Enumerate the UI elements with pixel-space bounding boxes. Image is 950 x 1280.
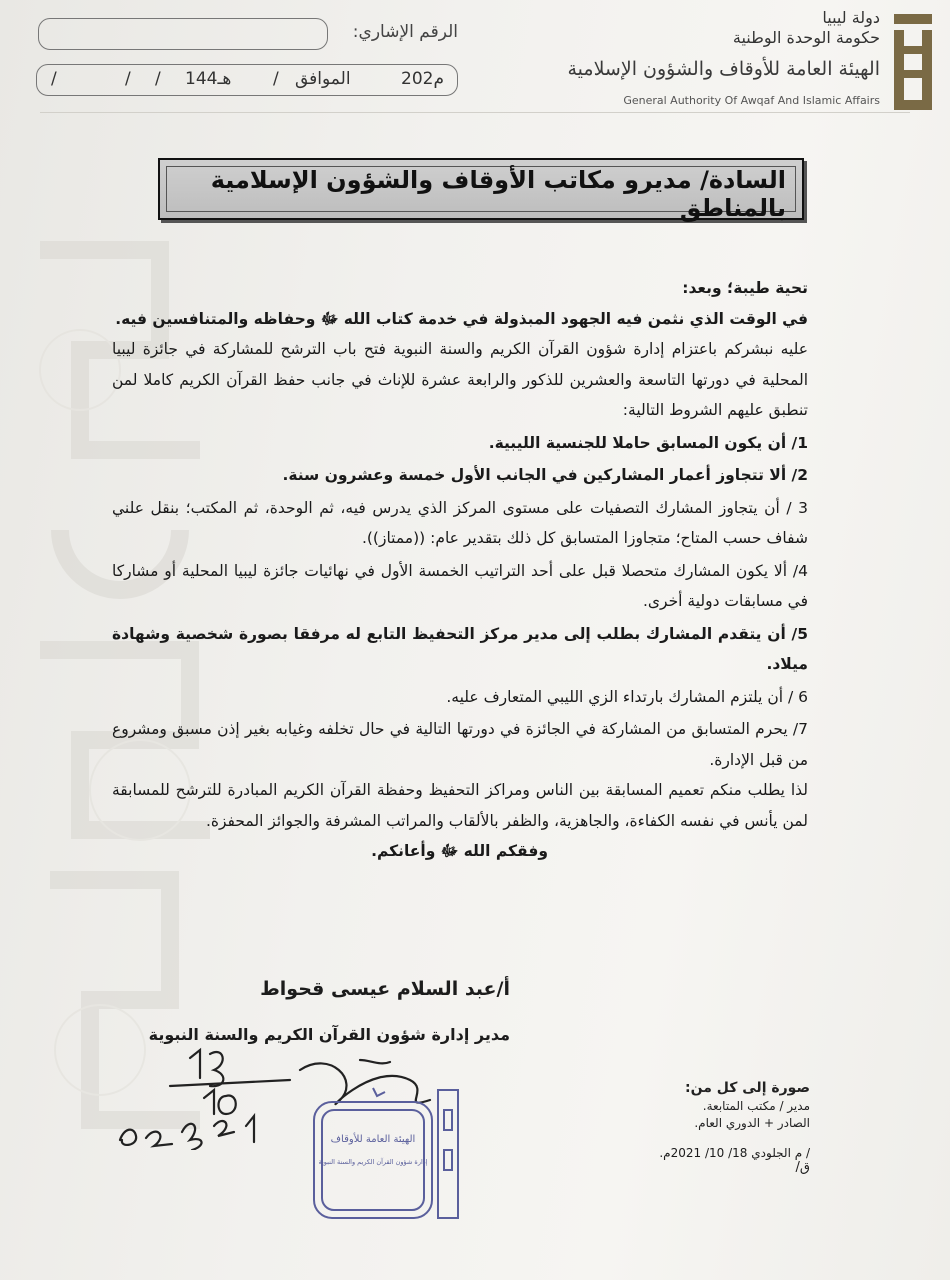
addressee: السادة/ مديرو مكاتب الأوقاف والشؤون الإسلامية بالمناطق bbox=[210, 166, 786, 222]
date-field: / / 144هـ الموافق / / 202م bbox=[36, 64, 458, 96]
footer-date: / م الجلودي 18/ 10/ 2021م. bbox=[659, 1146, 810, 1160]
country-name: دولة ليبيا bbox=[822, 8, 880, 27]
condition-4: 4/ ألا يكون المشارك متحصلا قبل على أحد التراتيب الخمسة الأول في نهائيات جائزة ليبيا المحلية أو مشاركا في مسابقات دولية أخرى. bbox=[112, 561, 808, 610]
date-label: الموافق bbox=[295, 69, 351, 89]
awqaf-emblem-icon bbox=[890, 10, 936, 114]
government-name: حكومة الوحدة الوطنية bbox=[732, 28, 880, 47]
official-stamp bbox=[300, 1080, 480, 1230]
stamp-line-1: الهيئة العامة للأوقاف bbox=[330, 1134, 416, 1145]
condition-1: 1/ أن يكون المسابق حاملا للجنسية الليبية. bbox=[488, 433, 808, 452]
stamp-line-2: إدارة شؤون القرآن الكريم والسنة النبوية bbox=[318, 1158, 428, 1166]
condition-5: 5/ أن يتقدم المشارك بطلب إلى مدير مركز التحفيظ التابع له مرفقا بصورة شخصية وشهادة ميلاد. bbox=[112, 624, 808, 673]
footer-initials: ق/ bbox=[795, 1160, 810, 1175]
reference-number-label: الرقم الإشاري: bbox=[352, 22, 458, 42]
condition-2: 2/ ألا تتجاوز أعمار المشاركين في الجانب الأول خمسة وعشرون سنة. bbox=[282, 466, 808, 484]
copy-item: مدير / مكتب المتابعة. bbox=[702, 1099, 810, 1113]
copies-list bbox=[600, 1080, 810, 1133]
reference-number-field bbox=[38, 18, 328, 50]
intro-paragraph: عليه نبشركم باعتزام إدارة شؤون القرآن الكريم والسنة النبوية فتح باب الترشح للمشاركة في جائزة ليبيا المحلية في دورتها التاسعة والعشرين للذكور والرابعة عشرة للإناث في جانب حفظ القرآن الكريم كاملا لمن تنطبق عليهم الشروط التالية: bbox=[112, 340, 808, 419]
condition-7: 7/ يحرم المتسابق من المشاركة في الجائزة في دورتها التالية في حال تخلفه وغيابه بغير إذن مسبق ومشروع من قبل الإدارة. bbox=[112, 720, 808, 769]
authority-name-arabic: الهيئة العامة للأوقاف والشؤون الإسلامية bbox=[567, 58, 880, 80]
letterhead bbox=[567, 4, 936, 114]
copies-heading: صورة إلى كل من: bbox=[685, 1080, 810, 1096]
signatory-title: مدير إدارة شؤون القرآن الكريم والسنة النبوية bbox=[148, 1025, 510, 1044]
signatory-name: أ/عبد السلام عيسى قحواط bbox=[260, 978, 510, 1000]
letter-body bbox=[112, 273, 808, 867]
condition-6: 6 / أن يلتزم المشارك بارتداء الزي الليبي المتعارف عليه. bbox=[446, 687, 808, 706]
intro-bold: في الوقت الذي نثمن فيه الجهود المبذولة في خدمة كتاب الله ﷻ وحفاظه والمتنافسين فيه. bbox=[115, 309, 808, 328]
authority-name-english: General Authority Of Awqaf And Islamic Affairs bbox=[623, 94, 880, 107]
request-paragraph: لذا يطلب منكم تعميم المسابقة بين الناس ومراكز التحفيظ وحفظة القرآن الكريم المبادرة للترشح للمسابقة لمن يأنس في نفسه الكفاءة، والجاهزية، والظفر بالألقاب والمراتب المشرفة والجوائز المحفزة. bbox=[112, 781, 808, 830]
gregorian-year: 202م bbox=[401, 69, 444, 89]
closing: وفقكم الله ﷻ وأعانكم. bbox=[371, 842, 548, 860]
greeting: تحية طيبة؛ وبعد: bbox=[682, 279, 808, 297]
condition-3: 3 / أن يتجاوز المشارك التصفيات على مستوى المركز الذي يدرس فيه، ثم الوحدة، ثم المكتب؛ بنقل علني شفاف حسب المتاح؛ متجاوزا المتسابق كل ذلك بتقدير عام: ((ممتاز)). bbox=[112, 498, 808, 547]
copy-item: الصادر + الدوري العام. bbox=[694, 1116, 810, 1130]
hijri-year: 144هـ bbox=[185, 69, 232, 89]
